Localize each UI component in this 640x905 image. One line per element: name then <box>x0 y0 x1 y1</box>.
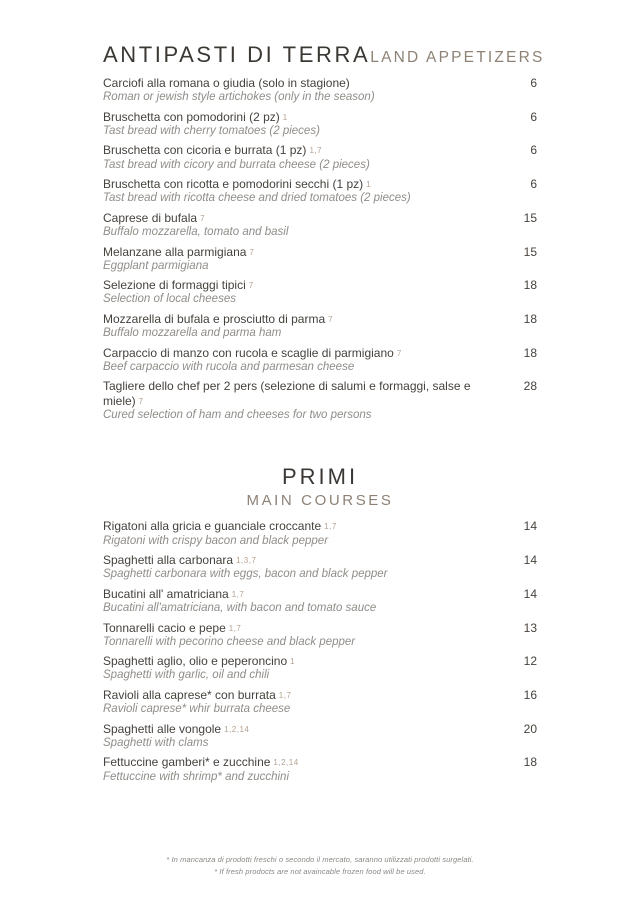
item-name: Carciofi alla romana o giudia (solo in stagione) <box>103 76 350 90</box>
menu-item <box>103 722 537 751</box>
item-price: 13 <box>523 620 537 635</box>
item-translation: Fettuccine with shrimp* and zucchini <box>103 770 289 783</box>
item-price: 28 <box>523 379 537 394</box>
menu-item <box>103 245 537 274</box>
item-translation: Tast bread with cherry tomatoes (2 pieces) <box>103 124 320 137</box>
item-price: 18 <box>523 755 537 770</box>
item-price: 15 <box>523 244 537 259</box>
item-name: Tonnarelli cacio e pepe 1,7 <box>103 620 242 635</box>
item-name: Bucatini all' amatriciana 1,7 <box>103 586 245 601</box>
section-primi <box>103 464 537 784</box>
item-name: Melanzane alla parmigiana 7 <box>103 244 255 259</box>
section-heading <box>103 42 545 68</box>
menu-item <box>103 519 537 548</box>
allergen-numbers: 1 <box>290 657 296 667</box>
menu-item <box>103 553 537 582</box>
primi-item-list <box>103 519 537 784</box>
menu-item <box>103 379 537 422</box>
item-translation: Spaghetti carbonara with eggs, bacon and black pepper <box>103 568 388 581</box>
item-name: Ravioli alla caprese* con burrata 1,7 <box>103 687 292 702</box>
item-translation: Tast bread with cicory and burrata cheese (2 pieces) <box>103 158 370 171</box>
menu-item <box>103 143 537 172</box>
item-name: Bruschetta con pomodorini (2 pz) 1 <box>103 109 288 124</box>
item-name: Selezione di formaggi tipici 7 <box>103 278 254 293</box>
item-name: Bruschetta con ricotta e pomodorini secchi (1 pz) 1 <box>103 177 372 192</box>
allergen-numbers: 1,3,7 <box>236 556 257 566</box>
section-title-italian: PRIMI <box>281 464 359 490</box>
item-translation: Spaghetti with garlic, oil and chili <box>103 669 270 682</box>
menu-item <box>103 346 537 375</box>
allergen-numbers: 7 <box>249 247 255 257</box>
item-name: Rigatoni alla gricia e guanciale croccante 1,7 <box>103 519 337 534</box>
menu-item <box>103 211 537 240</box>
item-price: 14 <box>523 519 537 534</box>
item-name: Spaghetti alla carbonara 1,3,7 <box>103 553 257 568</box>
allergen-numbers: 7 <box>328 315 334 325</box>
allergen-numbers: 1 <box>366 180 372 190</box>
antipasti-item-list <box>103 76 537 422</box>
section-title-english: MAIN COURSES <box>246 492 394 510</box>
item-price: 18 <box>523 345 537 360</box>
allergen-numbers: 1,2,14 <box>224 724 250 734</box>
footer-note-italian: * In mancanza di prodotti freschi o secondo il mercato, saranno utilizzati prodotti surgelati. <box>166 855 474 865</box>
section-heading <box>103 464 537 509</box>
item-translation: Tast bread with ricotta cheese and dried tomatoes (2 pieces) <box>103 192 411 205</box>
item-price: 12 <box>523 654 537 669</box>
item-price: 6 <box>530 109 537 124</box>
item-price: 18 <box>523 312 537 327</box>
item-price: 6 <box>530 177 537 192</box>
item-price: 18 <box>523 278 537 293</box>
item-name: Spaghetti alle vongole 1,2,14 <box>103 721 250 736</box>
allergen-numbers: 1 <box>282 112 288 122</box>
item-translation: Buffalo mozzarella and parma ham <box>103 327 282 340</box>
item-price: 14 <box>523 553 537 568</box>
item-translation: Bucatini all'amatriciana, with bacon and tomato sauce <box>103 601 377 614</box>
item-translation: Beef carpaccio with rucola and parmesan cheese <box>103 360 355 373</box>
item-translation: Selection of local cheeses <box>103 293 236 306</box>
item-translation: Eggplant parmigiana <box>103 259 209 272</box>
item-name: Fettuccine gamberi* e zucchine 1,2,14 <box>103 755 299 770</box>
item-price: 16 <box>523 687 537 702</box>
menu-item <box>103 312 537 341</box>
allergen-numbers: 1,7 <box>324 522 337 532</box>
allergen-numbers: 7 <box>248 281 254 291</box>
item-translation: Roman or jewish style artichokes (only in the season) <box>103 91 375 104</box>
footer-note-english: * If fresh prodocts are not avaincable frozen food will be used. <box>214 866 426 876</box>
section-title-english: LAND APPETIZERS <box>370 49 545 66</box>
menu-item <box>103 76 537 105</box>
allergen-numbers: 7 <box>396 348 402 358</box>
item-name: Tagliere dello chef per 2 pers (selezione di salumi e formaggi, salse e miele) 7 <box>103 379 471 408</box>
item-translation: Rigatoni with crispy bacon and black pepper <box>103 534 329 547</box>
item-translation: Ravioli caprese* whir burrata cheese <box>103 703 291 716</box>
allergen-numbers: 1,7 <box>231 589 245 599</box>
allergen-numbers: 1,2,14 <box>273 758 299 768</box>
allergen-numbers: 1,7 <box>228 623 242 633</box>
item-price: 6 <box>530 76 537 90</box>
allergen-numbers: 1,7 <box>278 690 292 700</box>
allergen-numbers: 1,7 <box>309 146 323 156</box>
section-antipasti <box>103 42 545 422</box>
item-name: Spaghetti aglio, olio e peperoncino 1 <box>103 654 296 669</box>
item-name: Bruschetta con cicoria e burrata (1 pz) 1,7 <box>103 143 323 158</box>
menu-item <box>103 654 537 683</box>
item-translation: Buffalo mozzarella, tomato and basil <box>103 226 289 239</box>
item-translation: Cured selection of ham and cheeses for two persons <box>103 408 372 421</box>
item-price: 6 <box>530 143 537 158</box>
item-price: 14 <box>523 586 537 601</box>
menu-item <box>103 621 537 650</box>
allergen-numbers: 7 <box>138 396 144 406</box>
menu-item <box>103 110 537 139</box>
menu-item <box>103 177 537 206</box>
item-price: 15 <box>523 210 537 225</box>
menu-item <box>103 587 537 616</box>
footer-note <box>103 854 537 877</box>
menu-item <box>103 755 537 784</box>
item-price: 20 <box>523 721 537 736</box>
item-translation: Spaghetti with clams <box>103 736 209 749</box>
menu-item <box>103 278 537 307</box>
allergen-numbers: 7 <box>200 213 206 223</box>
item-name: Mozzarella di bufala e prosciutto di parma 7 <box>103 312 334 327</box>
menu-item <box>103 688 537 717</box>
section-title-italian: ANTIPASTI DI TERRA <box>103 42 371 67</box>
item-translation: Tonnarelli with pecorino cheese and black pepper <box>103 635 356 648</box>
item-name: Carpaccio di manzo con rucola e scaglie di parmigiano 7 <box>103 345 402 360</box>
item-name: Caprese di bufala 7 <box>103 210 206 225</box>
